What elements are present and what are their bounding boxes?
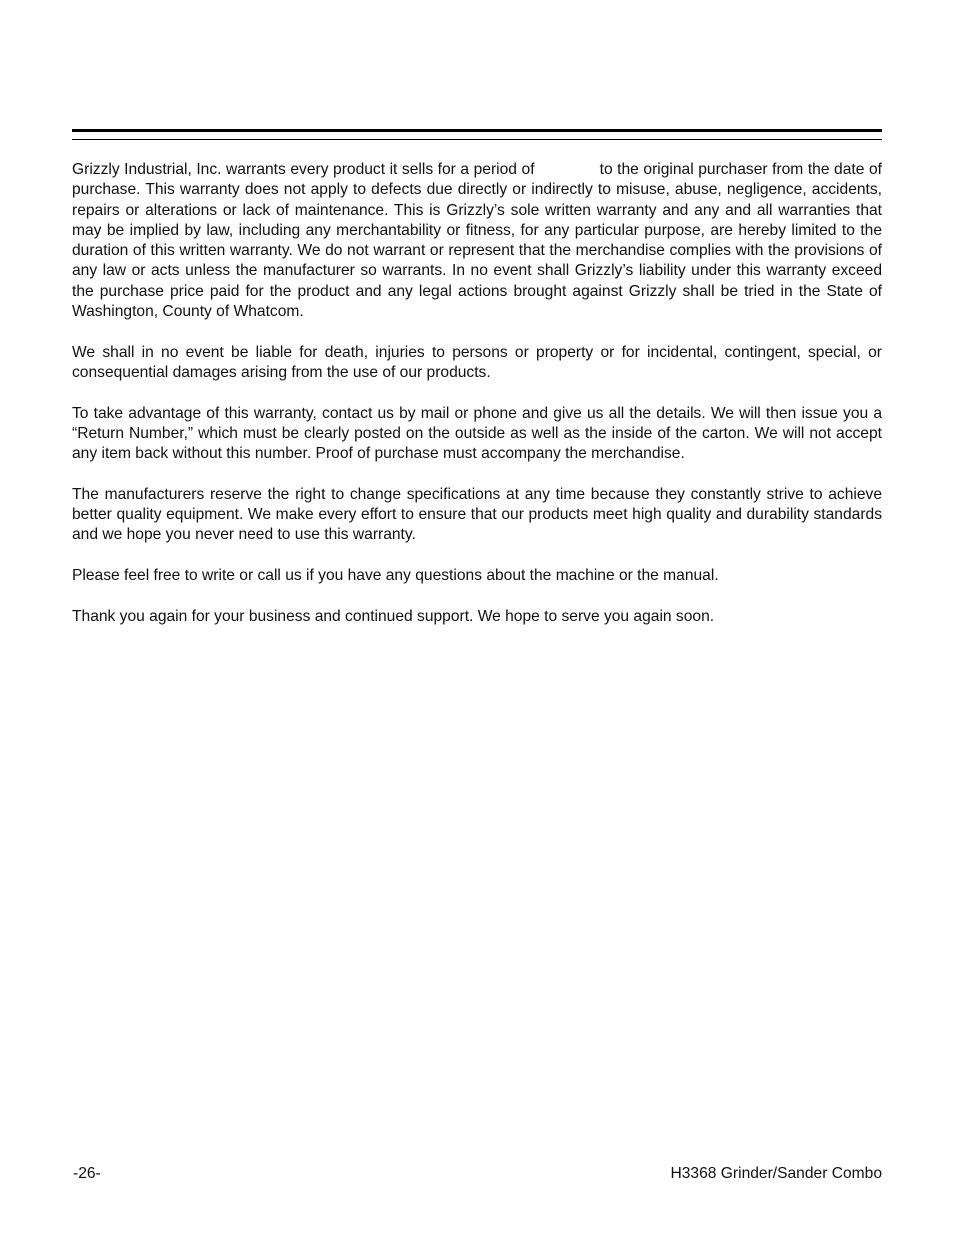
footer-product-name: H3368 Grinder/Sander Combo — [670, 1165, 882, 1182]
page-number: -26- — [73, 1165, 101, 1182]
header-rule-thin — [72, 139, 882, 140]
warranty-paragraph-1-start: Grizzly Industrial, Inc. warrants every product it sells for a period of — [72, 161, 535, 178]
warranty-paragraph-1 — [72, 160, 882, 322]
return-paragraph: To take advantage of this warranty, contact us by mail or phone and give us all the details. We will then issue you a “Return Number,” which must be clearly posted on the outside as well as the inside of the carton. We will not accept any item back without this number. Proof of purchase must accompany the merchandise. — [72, 404, 882, 463]
warranty-body — [72, 160, 882, 647]
warranty-paragraph-1-rest: to the original purchaser from the date of purchase. This warranty does not apply to defects due directly or indirectly to misuse, abuse, negligence, accidents, repairs or alterations or lack of maintenance. This is Grizzly’s sole written warranty and any and all warranties that may be implied by law, including any merchantability or fitness, for any particular purpose, are hereby limited to the duration of this written warranty. We do not warrant or represent that the merchandise complies with the provisions of any law or acts unless the manufacturer so warrants. In no event shall Grizzly’s liability under this warranty exceed the purchase price paid for the product and any legal actions brought against Grizzly shall be tried in the State of Washington, County of Whatcom. — [72, 161, 882, 321]
contact-paragraph: Please feel free to write or call us if you have any questions about the machine or the manual. — [72, 566, 719, 584]
thank-you-paragraph: Thank you again for your business and continued support. We hope to serve you again soon. — [72, 607, 715, 625]
liability-paragraph: We shall in no event be liable for death, injuries to persons or property or for incidental, contingent, special, or consequential damages arising from the use of our products. — [72, 343, 882, 381]
specifications-paragraph: The manufacturers reserve the right to change specifications at any time because they constantly strive to achieve better quality equipment. We make every effort to ensure that our products meet high quality and durability standards and we hope you never need to use this warranty. — [72, 485, 882, 544]
header-rule-thick — [72, 129, 882, 132]
